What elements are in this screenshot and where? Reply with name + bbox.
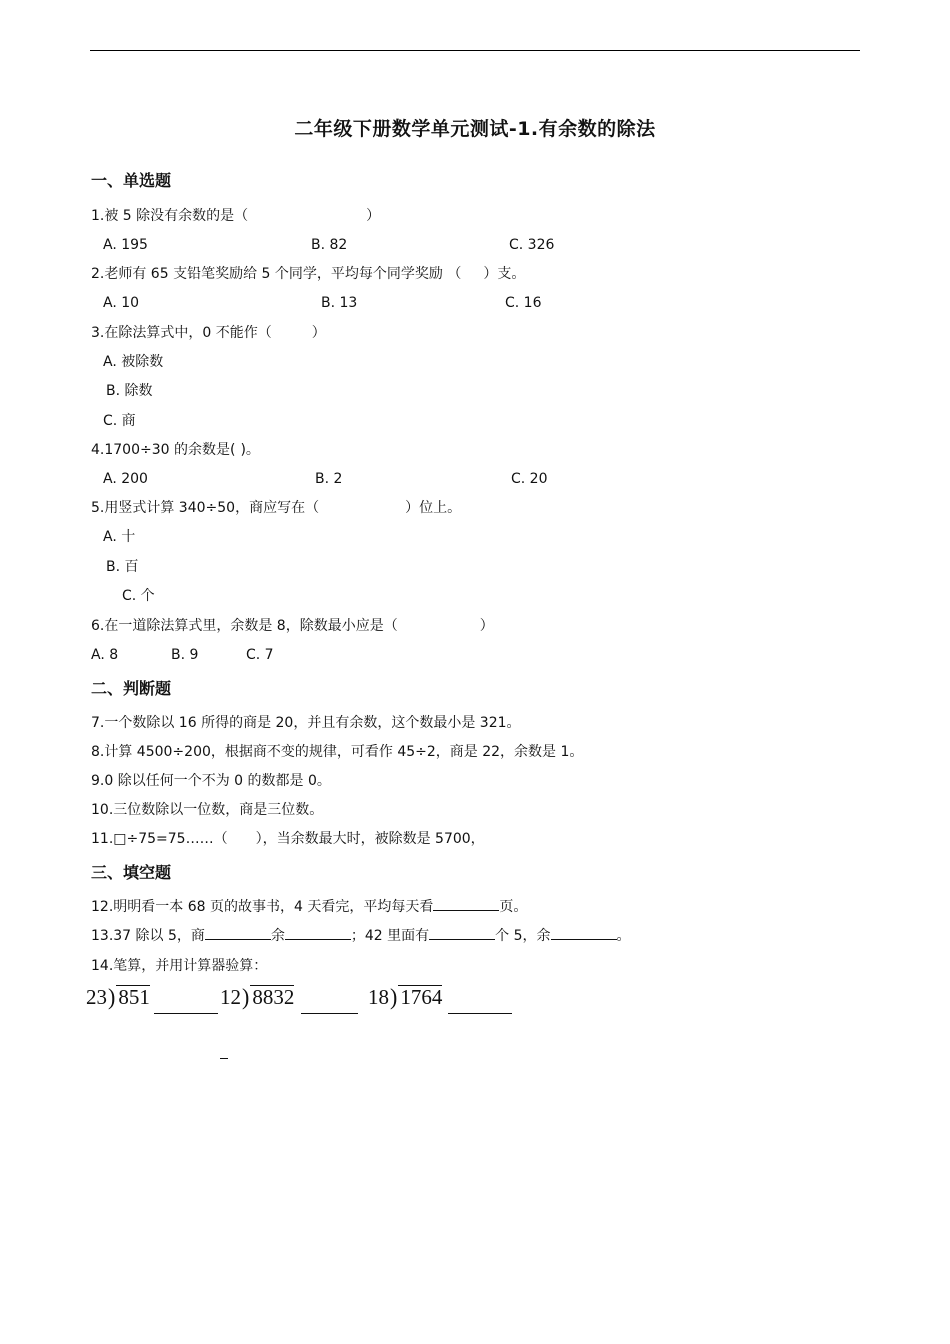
question-1-option-a: A. 195 [103, 237, 148, 253]
question-12 [91, 897, 527, 917]
question-13-text-4: 个 5，余 [495, 928, 551, 944]
division-bracket-icon: ) [390, 983, 398, 1010]
question-2-stem: 2.老师有 65 支铅笔奖励给 5 个同学，平均每个同学奖励 （ [91, 266, 462, 282]
question-6-option-c: C. 7 [246, 647, 274, 663]
question-9: 9.0 除以任何一个不为 0 的数都是 0。 [91, 773, 331, 789]
question-13-text-1: 13.37 除以 5，商 [91, 928, 205, 944]
divisor: 23 [86, 985, 107, 1009]
answer-blank-division-3[interactable] [448, 1013, 512, 1014]
question-6-option-a: A. 8 [91, 647, 119, 663]
question-4 [91, 440, 260, 460]
division-bracket-icon: ) [108, 983, 116, 1010]
question-4-close: )。 [240, 442, 260, 458]
question-5-option-b: B. 百 [106, 559, 139, 575]
question-5-option-c: C. 个 [122, 588, 155, 604]
question-5-option-a: A. 十 [103, 529, 136, 545]
question-12-text: 12.明明看一本 68 页的故事书，4 天看完，平均每天看 [91, 899, 434, 915]
question-13-text-5: 。 [616, 928, 631, 944]
question-7: 7.一个数除以 16 所得的商是 20，并且有余数，这个数最小是 321。 [91, 715, 521, 731]
section-heading-true-false: 二、判断题 [91, 679, 172, 698]
section-heading-single-choice: 一、单选题 [91, 171, 172, 190]
question-1-option-b: B. 82 [311, 237, 348, 253]
dividend: 851 [118, 985, 150, 1009]
question-5-stem: 5.用竖式计算 340÷50，商应写在（ [91, 500, 320, 516]
answer-blank-count[interactable] [429, 926, 495, 940]
question-2-option-a: A. 10 [103, 295, 140, 311]
question-3-option-c: C. 商 [103, 413, 136, 429]
divisor: 12 [220, 985, 241, 1009]
question-3-option-a: A. 被除数 [103, 354, 164, 370]
answer-blank-quotient[interactable] [205, 926, 271, 940]
question-5 [91, 498, 461, 518]
question-4-option-c: C. 20 [511, 471, 548, 487]
answer-blank-division-1[interactable] [154, 1013, 218, 1014]
dividend: 8832 [252, 985, 295, 1009]
question-13-text-2: 余 [270, 928, 285, 944]
answer-blank-remainder-2[interactable] [551, 926, 617, 940]
question-3-stem: 3.在除法算式中，0 不能作（ [91, 325, 272, 341]
divisor: 18 [368, 985, 389, 1009]
question-4-option-b: B. 2 [315, 471, 343, 487]
header-rule [90, 50, 860, 51]
answer-blank-division-2[interactable] [301, 1013, 358, 1014]
question-8: 8.计算 4500÷200，根据商不变的规律，可看作 45÷2，商是 22，余数是 1。 [91, 744, 584, 760]
question-6 [91, 616, 494, 636]
page-title: 二年级下册数学单元测试-1.有余数的除法 [294, 118, 656, 140]
question-12-unit: 页。 [499, 899, 528, 915]
question-5-close: ）位上。 [405, 500, 462, 516]
answer-blank-remainder[interactable] [285, 926, 351, 940]
question-13-text-3: ；42 里面有 [350, 928, 430, 944]
dividend: 1764 [400, 985, 443, 1009]
question-1-option-c: C. 326 [509, 237, 555, 253]
long-division-3 [368, 984, 442, 1010]
question-6-option-b: B. 9 [171, 647, 199, 663]
question-3 [91, 323, 326, 343]
question-6-stem: 6.在一道除法算式里，余数是 8，除数最小应是（ [91, 618, 398, 634]
question-4-option-a: A. 200 [103, 471, 148, 487]
long-division-2 [220, 984, 294, 1010]
question-6-close: ） [479, 618, 494, 634]
question-1-stem: 1.被 5 除没有余数的是（ [91, 208, 249, 224]
question-4-stem: 4.1700÷30 的余数是( [91, 442, 236, 458]
answer-blank[interactable] [433, 897, 499, 911]
question-1 [91, 206, 380, 226]
question-2-option-b: B. 13 [321, 295, 358, 311]
question-10: 10.三位数除以一位数，商是三位数。 [91, 802, 324, 818]
question-3-option-b: B. 除数 [106, 383, 153, 399]
question-1-close: ） [366, 208, 381, 224]
question-2-option-c: C. 16 [505, 295, 542, 311]
section-heading-fill-blank: 三、填空题 [91, 863, 172, 882]
question-14: 14.笔算，并用计算器验算： [91, 958, 268, 974]
question-11: 11.□÷75=75……（ ），当余数最大时，被除数是 5700， [91, 831, 485, 847]
long-division-1 [86, 984, 150, 1010]
question-3-close: ） [311, 325, 326, 341]
question-2 [91, 264, 525, 284]
question-2-close: ）支。 [483, 266, 526, 282]
division-bracket-icon: ) [242, 983, 250, 1010]
stray-mark [220, 1058, 228, 1059]
question-13 [91, 926, 631, 946]
